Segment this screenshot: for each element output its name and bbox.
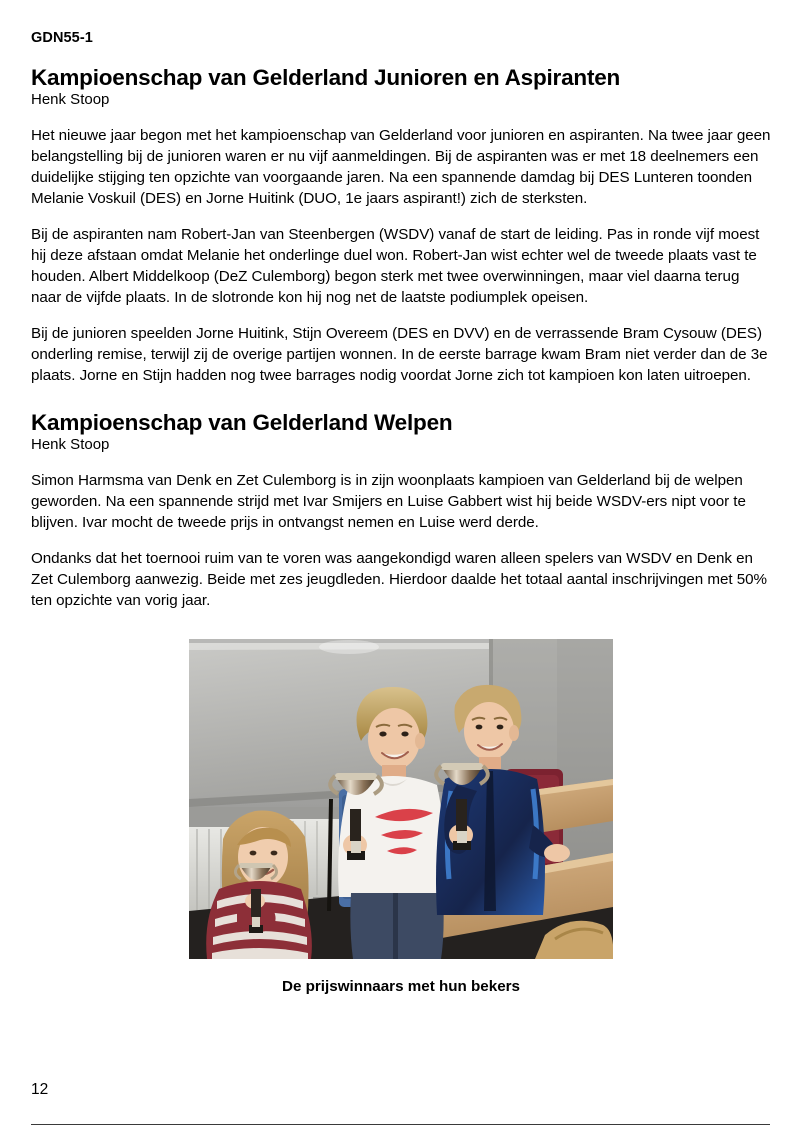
figure <box>31 639 771 996</box>
footer-rule <box>31 1124 770 1125</box>
prize-winners-photo <box>189 639 613 959</box>
article-byline: Henk Stoop <box>31 91 110 108</box>
page-number: 12 <box>31 1081 49 1098</box>
paragraph: Simon Harmsma van Denk en Zet Culemborg is in zijn woonplaats kampioen van Gelderland bij de welpen geworden. Na een spannende strijd met Ivar Smijers en Luise Gabbert wist hij beide WSDV-ers nipt voor te blijven. Ivar mocht de tweede prijs in ontvangst nemen en Luise werd derde. <box>31 472 746 531</box>
article-byline: Henk Stoop <box>31 436 110 453</box>
paragraph: Bij de aspiranten nam Robert-Jan van Steenbergen (WSDV) vanaf de start de leiding. Pas in ronde vijf moest hij deze afstaan omdat Melanie het onderlinge duel won. Robert-Jan wist echter wel de tweede plaats vast te houden. Albert Middelkoop (DeZ Culemborg) begon sterk met twee overwinningen, maar viel daarna terug naar de vijfde plaats. In de slotronde kon hij nog net de laatste podiumplek opeisen. <box>31 226 760 306</box>
article-title: Kampioenschap van Gelderland Welpen <box>31 410 453 435</box>
article-body <box>31 125 771 386</box>
page-content <box>31 30 771 996</box>
paragraph: Ondanks dat het toernooi ruim van te voren was aangekondigd waren alleen spelers van WSDV en Denk en Zet Culemborg aanwezig. Beide met zes jeugdleden. Hierdoor daalde het totaal aantal inschrijvingen met 50% ten opzichte van vorig jaar. <box>31 550 767 609</box>
paragraph: Bij de junioren speelden Jorne Huitink, Stijn Overeem (DES en DVV) en de verrassende Bram Cysouw (DES) onderling remise, terwijl zij de overige partijen wonnen. In de eerste barrage kwam Bram niet verder dan de 3e plaats. Jorne en Stijn hadden nog twee barrages nodig voordat Jorne zich tot kampioen kon laten uitroepen. <box>31 325 768 384</box>
article-title: Kampioenschap van Gelderland Junioren en Aspiranten <box>31 65 621 90</box>
figure-caption: De prijswinnaars met hun bekers <box>281 978 521 995</box>
paragraph: Het nieuwe jaar begon met het kampioenschap van Gelderland voor junioren en aspiranten. Na twee jaar geen belangstelling bij de junioren waren er nu vijf aanmeldingen. Bij de aspiranten was er met 18 deelnemers een duidelijke stijging ten opzichte van voorgaande jaren. Na een spannende damdag bij DES Lunteren toonden Melanie Voskuil (DES) en Jorne Huitink (DUO, 1e jaars aspirant!) zich de sterksten. <box>31 127 771 207</box>
article-welpen <box>31 410 771 996</box>
article-body <box>31 470 771 611</box>
running-head: GDN55-1 <box>31 30 93 46</box>
article-junioren-aspiranten <box>31 65 771 386</box>
photo-image <box>189 639 613 959</box>
